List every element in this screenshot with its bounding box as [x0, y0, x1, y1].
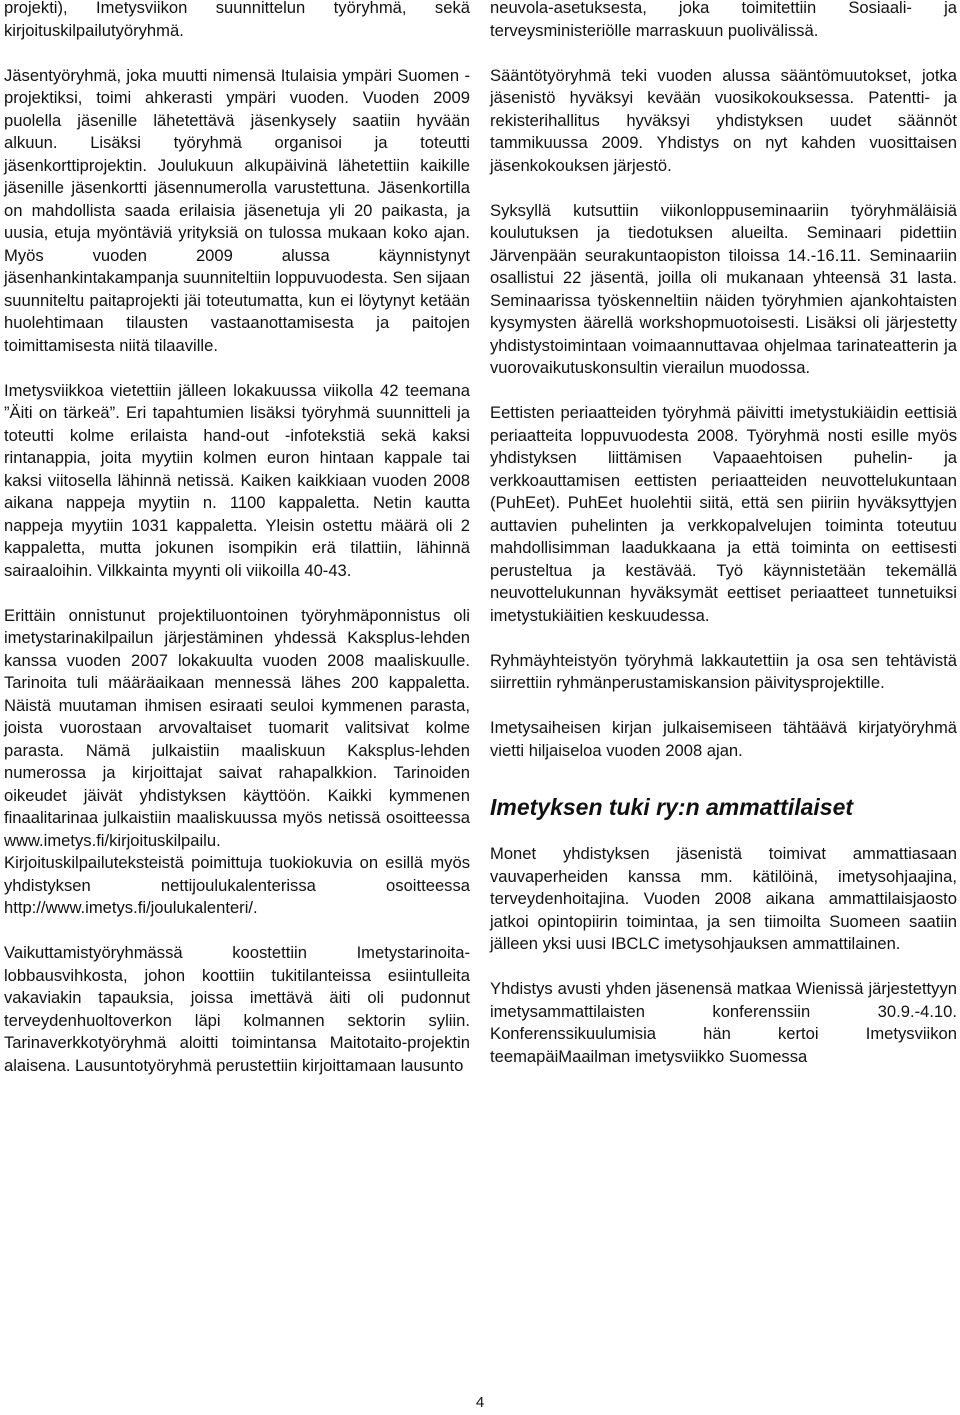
- paragraph-working-groups-intro: projekti), Imetysviikon suunnittelun työryhmä, sekä kirjoituskilpailutyöryhmä.: [4, 0, 470, 40]
- paragraph-story-competition: Erittäin onnistunut projektiluontoinen työryhmäponnistus oli imetystarinakilpailun järjestäminen yhdessä Kaksplus-lehden kanssa vuoden 2007 lokakuulta vuoden 2008 maaliskuulle. Tarinoita tuli määräaikaan mennessä lähes 200 kappaletta. Näistä muutaman ihmisen esiraati seuloi kymmenen parasta, joista vuorostaan arvovaltaiset tuomarit valitsivat kolme parasta. Nämä julkaistiin maaliskuun Kaksplus-lehden numerossa ja kirjoittajat saivat rahapalkkion. Tarinoiden oikeudet jäivät yhdistyksen käyttöön. Kaikki kymmenen finaalitarinaa julkaistiin maaliskuussa myös netissä osoitteessa www.imetys.fi/kirjoituskilpailu.: [4, 605, 470, 850]
- left-column: [4, 0, 470, 1100]
- paragraph-conference: Yhdistys avusti yhden jäsenensä matkaa Wienissä järjestettyyn imetysammattilaisten konferenssiin 30.9.-4.10. Konferenssikuulumisia hän kertoi Imetysviikon teemapäiMaailman imetysviikko Suomessa: [490, 979, 957, 1066]
- paragraph-statement-continued: neuvola-asetuksesta, joka toimitettiin Sosiaali- ja terveysministeriölle marraskuun puolivälissä.: [490, 0, 957, 40]
- paragraph-christmas-calendar: Kirjoituskilpailuteksteistä poimittuja tuokiokuvia on esillä myös yhdistyksen nettijoulukalenterissa osoitteessa http://www.imetys.fi/joulukalenteri/.: [4, 853, 470, 917]
- paragraph-membership-group: Jäsentyöryhmä, joka muutti nimensä Itulaisia ympäri Suomen -projektiksi, toimi ahkerasti ympäri vuoden. Vuoden 2009 puolella jäsenille lähetettävä jäsenkysely saatiin hyvään alkuun. Lisäksi työryhmä organisoi ja toteutti jäsenkorttiprojektin. Joulukuun alkupäivinä lähetettiin kaikille jäsenille jäsenkortti jäsennumerolla varustettuna. Jäsenkortilla on mahdollista saada erilaisia jäsenetuja yli 20 paikasta, ja uusia, etuja myöntäviä yrityksiä on tulossa mukaan koko ajan. Myös vuoden 2009 alussa käynnistynyt jäsenhankintakampanja suunniteltiin loppuvuodesta. Sen sijaan suunniteltu paitaprojekti jäi toteutumatta, kun ei löytynyt ketään huolehtimaan tilausten vastaanottamisesta ja paitojen toimittamisesta niitä tilaaville.: [4, 65, 470, 355]
- right-column: [490, 0, 957, 1091]
- paragraph-rules-group: Sääntötyöryhmä teki vuoden alussa sääntömuutokset, jotka jäsenistö hyväksyi kevään vuosikokouksessa. Patentti- ja rekisterihallitus hyväksyi yhdistyksen uudet säännöt tammikuussa 2009. Yhdistys on nyt kahden vuosittaisen jäsenkokouksen järjestö.: [490, 65, 957, 175]
- paragraph-advocacy-group: Vaikuttamistyöryhmässä koostettiin Imetystarinoita-lobbausvihkosta, johon koottiin tukitilanteissa esiintulleita vakaviakin tapauksia, joissa imettävä äiti oli pudonnut terveydenhuoltoverkon läpi kolmannen sektorin syliin. Tarinaverkkotyöryhmä aloitti toimintansa Maitotaito-projektin alaisena. Lausuntotyöryhmä perustettiin kirjoittamaan lausunto: [4, 943, 470, 1075]
- paragraph-professionals: Monet yhdistyksen jäsenistä toimivat ammattiasaan vauvaperheiden kanssa mm. kätilöinä, imetysohjaajina, terveydenhoitajina. Vuoden 2008 aikana ammattilaisjaosto jatkoi opintopiirin toimintaa, ja sen tiimoilta Suomeen saatiin jälleen yksi uusi IBCLC imetysohjauksen ammattilainen.: [490, 844, 957, 953]
- section-heading: Imetyksen tuki ry:n ammattilaiset: [490, 794, 854, 820]
- paragraph-book-group: Imetysaiheisen kirjan julkaisemiseen tähtäävä kirjatyöryhmä vietti hiljaiseloa vuoden 2008 ajan.: [490, 718, 957, 760]
- paragraph-breastfeeding-week: Imetysviikkoa vietettiin jälleen lokakuussa viikolla 42 teemana ”Äiti on tärkeä”. Eri tapahtumien lisäksi työryhmä suunnitteli ja toteutti kolme erilaista hand-out -infotekstiä sekä kaksi rintanappia, joita myytiin kolmen euron hintaan kappale tai kaksi viitosella lähinnä netissä. Kaiken kaikkiaan vuoden 2008 aikana nappeja myytiin n. 1100 kappaletta. Netin kautta nappeja myytiin 1031 kappaletta. Yleisin ostettu määrä oli 2 kappaletta, mutta jokunen isompikin erä tilattiin, lähinnä sairaaloihin. Vilkkainta myynti oli viikoilla 40-43.: [4, 380, 470, 580]
- paragraph-ethics-group: Eettisten periaatteiden työryhmä päivitti imetystukiäidin eettisiä periaatteita loppuvuodesta 2008. Työryhmä nosti esille myös yhdistyksen liittämisen Vapaaehtoisen puhelin- ja verkkoauttamisen eettisten periaatteiden neuvottelukuntaan (PuhEet). PuhEet huolehtii siitä, että sen piiriin hyväksyttyjen auttavien puhelinten ja verkkopalvelujen toiminta toteutuu mahdollisimman laadukkaana ja että toiminta on eettisesti perusteltua ja kestävää. Työ käynnistetään tekemällä neuvottelukunnan hyväksymät eettiset periaatteet tunnetuiksi imetystukiäitien keskuudessa.: [490, 403, 957, 625]
- page-number: 4: [475, 1394, 485, 1411]
- paragraph-group-cooperation: Ryhmäyhteistyön työryhmä lakkautettiin ja osa sen tehtävistä siirrettiin ryhmänperustamiskansion päivitysprojektille.: [490, 650, 957, 692]
- paragraph-autumn-seminar: Syksyllä kutsuttiin viikonloppuseminaariin työryhmäläisiä koulutuksen ja tiedotuksen alueilta. Seminaari pidettiin Järvenpään seurakuntaopiston tiloissa 14.-16.11. Seminaariin osallistui 22 jäsentä, joilla oli mukanaan yhteensä 31 lasta. Seminaarissa työskenneltiin näiden työryhmien ajankohtaisten kysymysten äärellä workshopmuotoisesti. Lisäksi oli järjestetty yhdistystoimintaan voimaannuttavaa ohjelmaa tarinateatterin ja vuorovaikutuskonsultin vierailun muodossa.: [490, 200, 957, 377]
